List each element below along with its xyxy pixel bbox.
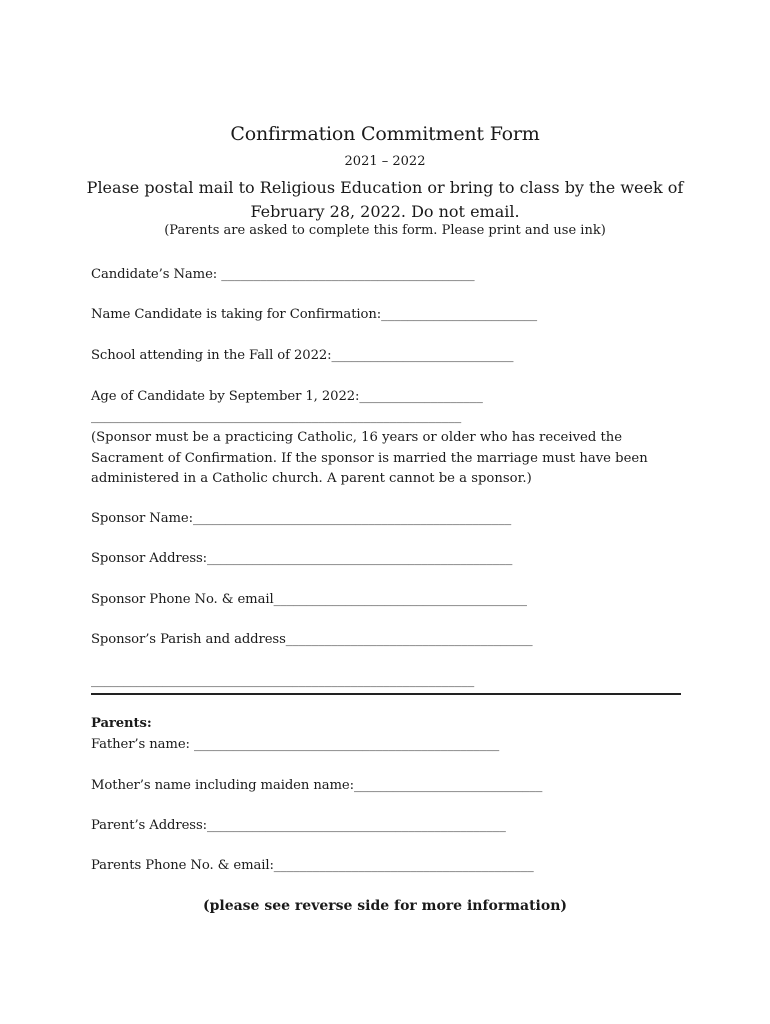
parents-phone-email-field: Parents Phone No. & email:________________________________________ — [91, 858, 534, 873]
school-year: 2021 – 2022 — [344, 154, 426, 169]
candidate-age-field: Age of Candidate by September 1, 2022:___________________ — [91, 389, 483, 404]
form-title: Confirmation Commitment Form — [230, 123, 540, 145]
sponsor-address-field: Sponsor Address:_______________________________________________ — [91, 551, 513, 566]
section-divider — [91, 693, 681, 695]
father-name-field: Father’s name: _______________________________________________ — [91, 737, 500, 752]
mother-name-field: Mother’s name including maiden name:_____________________________ — [91, 778, 543, 793]
school-field: School attending in the Fall of 2022:____________________________ — [91, 348, 514, 363]
sponsor-parish-field: Sponsor’s Parish and address______________________________________ — [91, 632, 533, 647]
sponsor-requirements: (Sponsor must be a practicing Catholic, 16 years or older who has received the Sacrament of Confirmation. If the sponsor is married the marriage must have been administered in a Catholic church. A parent cannot be a sponsor.) — [91, 430, 648, 486]
sponsor-phone-email-field: Sponsor Phone No. & email_______________________________________ — [91, 592, 527, 607]
instruction-line-2: February 28, 2022. Do not email. — [250, 202, 520, 221]
parents-note: (Parents are asked to complete this form. Please print and use ink) — [164, 223, 606, 238]
instruction-line-1: Please postal mail to Religious Education or bring to class by the week of — [86, 178, 684, 197]
separator-line: _________________________________________________________ — [91, 409, 462, 424]
candidate-name-field: Candidate’s Name: _______________________________________ — [91, 267, 475, 282]
parents-heading: Parents: — [91, 716, 152, 731]
sponsor-name-field: Sponsor Name:_________________________________________________ — [91, 511, 512, 526]
reverse-side-note: (please see reverse side for more information) — [202, 898, 568, 914]
parent-address-field: Parent’s Address:______________________________________________ — [91, 818, 506, 833]
submission-instructions — [0, 176, 770, 224]
sponsor-extra-line: ___________________________________________________________ — [91, 673, 475, 688]
confirmation-name-field: Name Candidate is taking for Confirmation:________________________ — [91, 307, 537, 322]
